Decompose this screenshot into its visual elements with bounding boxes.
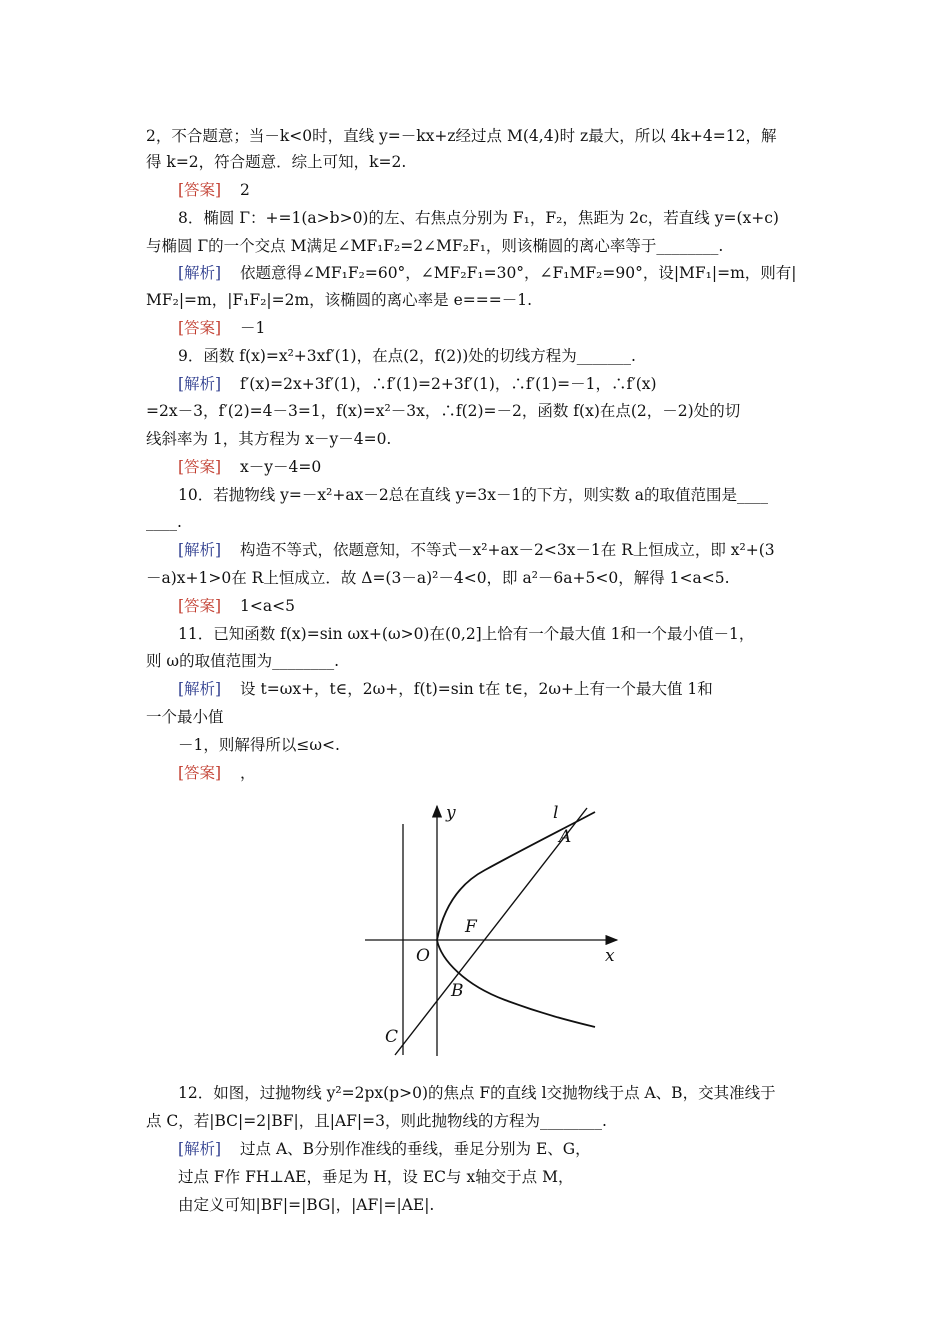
parabola-figure (355, 800, 635, 1065)
answer-tag: [答案] (178, 458, 222, 476)
question-12-line-1: 12．如图，过抛物线 y²=2px(p>0)的焦点 F的直线 l交抛物线于点 A、B，交其准线于 (178, 1084, 776, 1102)
answer-q11 (178, 762, 256, 784)
analysis-q9-line-3: 线斜率为 1，其方程为 x－y－4=0. (146, 430, 392, 448)
analysis-text: 依题意得∠MF₁F₂=60°，∠MF₂F₁=30°，∠F₁MF₂=90°，设|MF₁|=m，则有| (240, 264, 797, 282)
analysis-q10-line-1 (178, 539, 775, 561)
analysis-text: 构造不等式，依题意知，不等式－x²+ax－2<3x－1在 R上恒成立，即 x²+(3 (240, 541, 775, 559)
answer-tag: [答案] (178, 764, 222, 782)
question-10-line-2: ____. (146, 513, 182, 531)
label-y: y (446, 803, 456, 823)
analysis-tag: [解析] (178, 541, 222, 559)
analysis-q12-line-3: 由定义可知|BF|=|BG|，|AF|=|AE|. (178, 1196, 435, 1214)
answer-value: 2 (240, 181, 250, 199)
answer-tag: [答案] (178, 319, 222, 337)
label-O: O (416, 946, 430, 966)
analysis-tag: [解析] (178, 680, 222, 698)
answer-q10 (178, 595, 295, 617)
analysis-q11-line-3: －1，则解得所以≤ω<. (178, 736, 340, 754)
analysis-q12-line-1 (178, 1138, 591, 1160)
label-l: l (553, 803, 559, 823)
answer-tag: [答案] (178, 181, 222, 199)
analysis-text: f′(x)=2x+3f′(1)，∴f′(1)=2+3f′(1)，∴f′(1)=－1，∴f′(x) (240, 375, 657, 393)
answer-q9 (178, 456, 321, 478)
answer-tag: [答案] (178, 597, 222, 615)
analysis-tag: [解析] (178, 375, 222, 393)
answer-value: x－y－4=0 (240, 458, 322, 476)
text-line-2: 得 k=2，符合题意．综上可知，k=2. (146, 153, 407, 171)
analysis-q9-line-2: =2x－3，f′(2)=4－3=1，f(x)=x²－3x，∴f(2)=－2，函数 f(x)在点(2，－2)处的切 (146, 402, 741, 420)
analysis-text: 设 t=ωx+，t∈，2ω+，f(t)=sin t在 t∈，2ω+上有一个最大值 1和 (240, 680, 713, 698)
label-A: A (559, 827, 572, 847)
analysis-text: 过点 A、B分别作准线的垂线，垂足分别为 E、G， (240, 1140, 591, 1158)
answer-q8 (178, 317, 265, 339)
question-12-line-2: 点 C，若|BC|=2|BF|，且|AF|=3，则此抛物线的方程为________. (146, 1112, 607, 1130)
label-B: B (451, 981, 464, 1001)
answer-value: －1 (240, 319, 266, 337)
analysis-q11-line-1 (178, 678, 713, 700)
question-8-line-2: 与椭圆 Γ的一个交点 M满足∠MF₁F₂=2∠MF₂F₁，则该椭圆的离心率等于________. (146, 237, 724, 255)
question-10-line-1: 10．若抛物线 y=－x²+ax－2总在直线 y=3x－1的下方，则实数 a的取值范围是____ (178, 486, 768, 504)
analysis-q8-line-1 (178, 262, 797, 284)
analysis-q10-line-2: －a)x+1>0在 R上恒成立．故 Δ=(3－a)²－4<0，即 a²－6a+5<0，解得 1<a<5. (146, 569, 730, 587)
analysis-tag: [解析] (178, 1140, 222, 1158)
answer-value: 1<a<5 (240, 597, 295, 615)
question-9: 9．函数 f(x)=x²+3xf′(1)，在点(2，f(2))处的切线方程为_______. (178, 347, 636, 365)
text-line-1: 2，不合题意；当－k<0时，直线 y=－kx+z经过点 M(4,4)时 z最大，所以 4k+4=12，解 (146, 127, 777, 145)
analysis-q11-line-2: 一个最小值 (146, 708, 224, 726)
analysis-q12-line-2: 过点 F作 FH⊥AE，垂足为 H，设 EC与 x轴交于点 M， (178, 1168, 574, 1186)
label-x: x (605, 946, 615, 966)
answer-value: ， (240, 764, 256, 782)
analysis-q8-line-2: MF₂|=m，|F₁F₂|=2m，该椭圆的离心率是 e===－1. (146, 291, 533, 309)
question-11-line-1: 11．已知函数 f(x)=sin ωx+(ω>0)在(0,2]上恰有一个最大值 1和一个最小值－1， (178, 625, 755, 643)
analysis-tag: [解析] (178, 264, 222, 282)
parabola-upper-branch (437, 812, 595, 940)
analysis-q9-line-1 (178, 373, 657, 395)
label-C: C (385, 1027, 399, 1047)
question-8-line-1: 8．椭圆 Γ：+=1(a>b>0)的左、右焦点分别为 F₁，F₂，焦距为 2c，若直线 y=(x+c) (178, 209, 779, 227)
question-11-line-2: 则 ω的取值范围为________. (146, 652, 339, 670)
label-F: F (465, 917, 477, 937)
answer-q7 (178, 179, 250, 201)
